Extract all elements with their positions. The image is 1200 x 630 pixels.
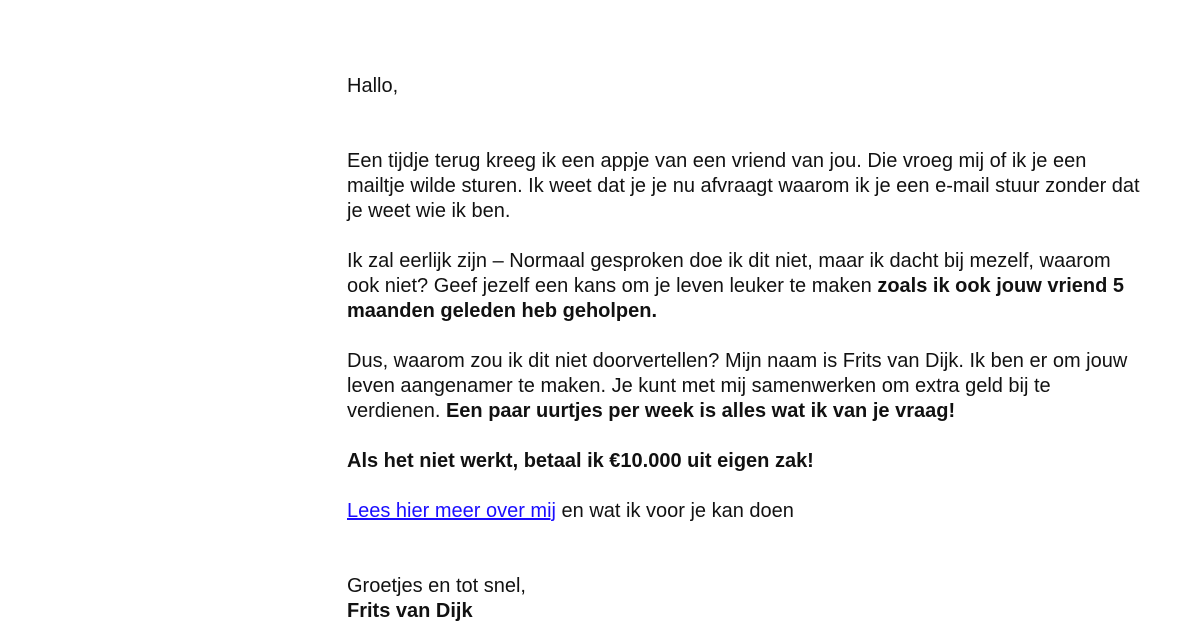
email-body [347, 74, 1147, 624]
signature-name: Frits van Dijk [347, 600, 473, 622]
paragraph-honesty-bold: zoals ik ook jouw vriend 5 maanden geleden heb geholpen. [347, 275, 1125, 322]
closing: Groetjes en tot snel, [347, 575, 526, 597]
greeting: Hallo, [347, 75, 399, 97]
cta-line [347, 499, 1147, 524]
paragraph-introduction-text: Dus, waarom zou ik dit niet doorvertellen? Mijn naam is Frits van Dijk. Ik ben er om jouw leven aangenamer te maken. Je kunt met mij samenwerken om extra geld bij te verdienen. [347, 350, 1128, 422]
signature [347, 599, 1147, 624]
paragraph-introduction-bold: Een paar uurtjes per week is alles wat ik van je vraag! [445, 400, 956, 422]
guarantee-text: Als het niet werkt, betaal ik €10.000 uit eigen zak! [347, 450, 814, 472]
paragraph-honesty [347, 249, 1147, 324]
paragraph-honesty-text: Ik zal eerlijk zijn – Normaal gesproken doe ik dit niet, maar ik dacht bij mezelf, waarom ook niet? Geef jezelf een kans om je leven leuker te maken [347, 250, 1111, 297]
cta-suffix: en wat ik voor je kan doen [555, 500, 794, 522]
paragraph-intro: Een tijdje terug kreeg ik een appje van een vriend van jou. Die vroeg mij of ik je een mailtje wilde sturen. Ik weet dat je je nu afvraagt waarom ik je een e-mail stuur zonder dat je weet wie ik ben. [347, 150, 1140, 222]
paragraph-introduction [347, 349, 1147, 424]
read-more-link[interactable]: Lees hier meer over mij [347, 500, 556, 522]
guarantee-line [347, 449, 1147, 474]
